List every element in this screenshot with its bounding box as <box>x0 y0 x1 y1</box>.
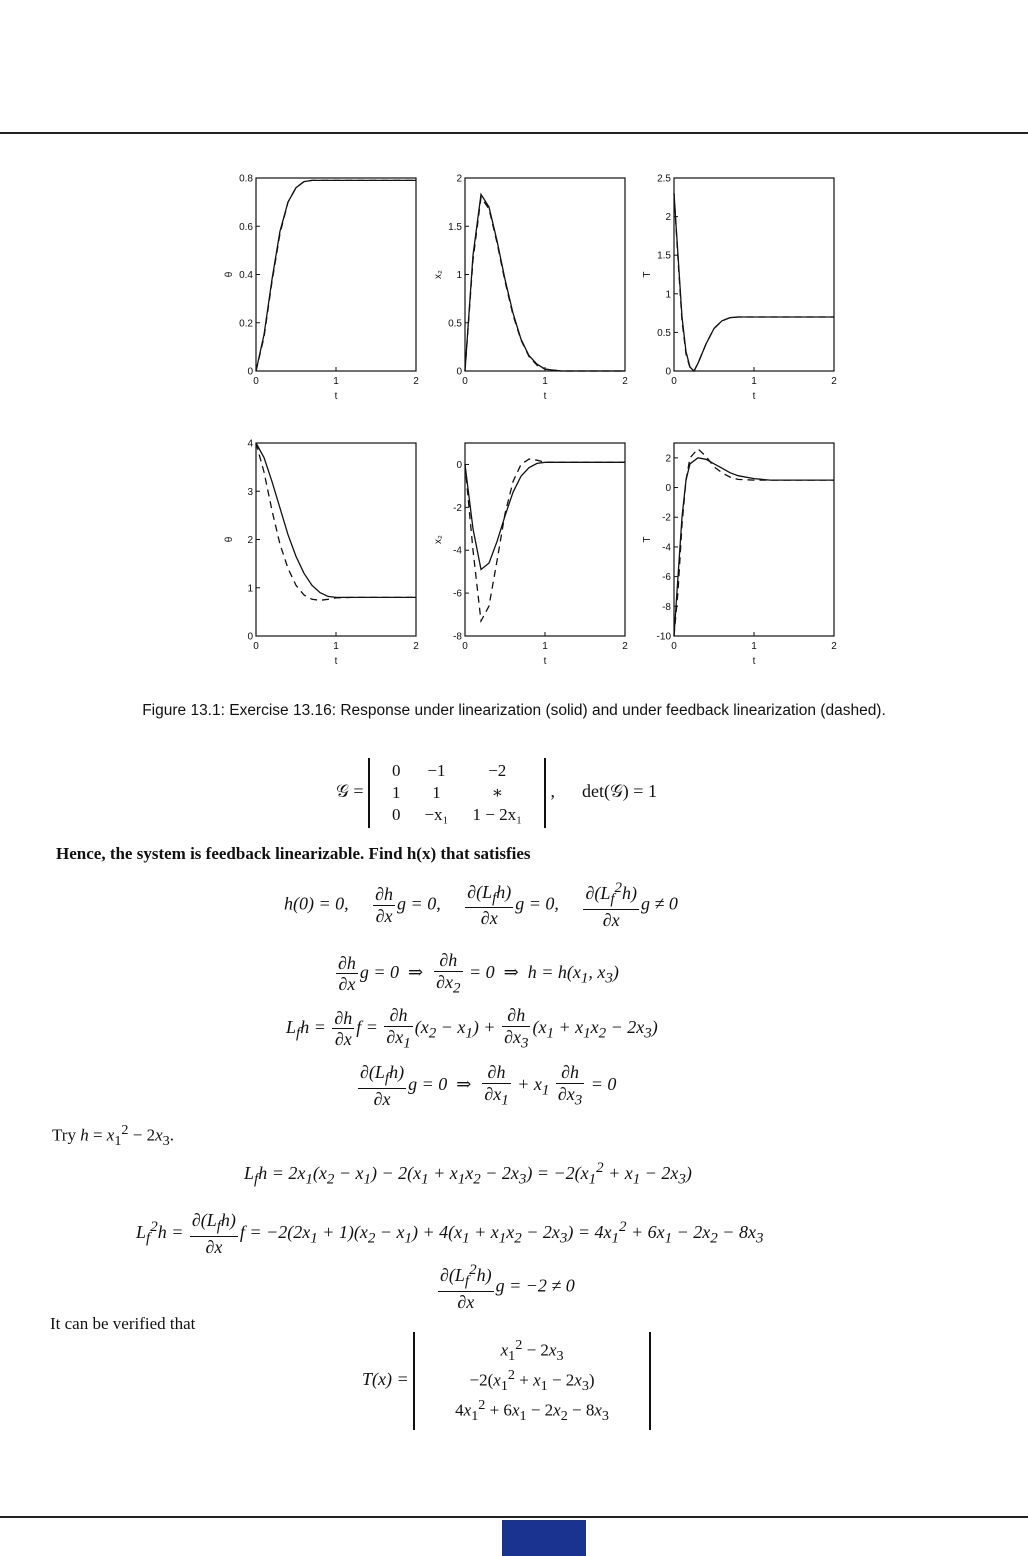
x-tick-label: 0 <box>671 641 677 652</box>
dashed-series-line <box>256 443 416 600</box>
equation-4: $L_fh = 2x_1(x_2 - x_1) - 2(x_1 + x_1x_2 - 2x_3) = -2(x_1^2 + x_1 - 2x_3)$ <box>244 1160 692 1188</box>
t-of-x-vector <box>413 1332 651 1430</box>
equation-1: $\frac{\partial h}{\partial x}$ g = 0 ⇒ $\frac{\partial h}{\partial x_2}$ = 0 ⇒ $h = h(x_1$, $x_3$) <box>338 950 619 997</box>
x-tick-label: 1 <box>751 641 757 652</box>
x-axis-label: t <box>334 656 338 667</box>
equation-6: $\frac{\partial(L_f^2h)}{\partial x}$ g = −2 ≠ 0 <box>440 1262 575 1312</box>
y-tick-label: -8 <box>453 631 462 643</box>
y-tick-label: 1.5 <box>448 221 462 233</box>
matrix-cell: −2 <box>488 761 507 780</box>
y-tick-label: -8 <box>662 601 671 613</box>
vector-cell: $4x_1^2 + 6x_1 - 2x_2 - 8x_3$ <box>455 1397 609 1425</box>
y-tick-label: 0.2 <box>239 318 253 330</box>
y-tick-label: 0.8 <box>239 173 253 185</box>
conditions-line: h(0) = 0, $\frac{\partial h}{\partial x}$ g = 0, $\frac{\partial(L_fh)}{\partial x}$ g = 0, $\frac{\partial(L_f^2h)}{\partial x}$ g ≠ 0 <box>284 880 678 930</box>
y-tick-label: 1 <box>665 289 671 301</box>
solid-series-line <box>256 180 416 371</box>
equation-5: $L_f^2h$ = $\frac{\partial(L_fh)}{\partial x}$ $f = -2(2x_1 + 1)(x_2 - x_1) + 4(x_1 + x_1x_2 - 2x_3) = 4x_1^2 + 6x_1 - 2x_2 - 8x_3$ <box>136 1210 764 1257</box>
matrix-cell: 0 <box>391 805 401 824</box>
paragraph-hence: Hence, the system is feedback linearizable. Find h(x) that satisfies <box>56 844 531 863</box>
paragraph-verified: It can be verified that <box>50 1314 196 1333</box>
solid-series-line <box>465 194 625 371</box>
x-tick-label: 1 <box>333 641 339 652</box>
solid-series-line <box>674 193 834 371</box>
figure-13-1 <box>0 150 1028 690</box>
vector-cell: $-2(x_1^2 + x_1 - 2x_3)$ <box>469 1367 595 1395</box>
y-tick-label: 4 <box>247 438 253 450</box>
x-tick-label: 2 <box>831 376 837 387</box>
y-axis-label: x₂ <box>433 535 444 544</box>
x-tick-label: 2 <box>413 376 419 387</box>
y-axis-label: θ <box>224 271 235 278</box>
page-number-box <box>502 1520 586 1556</box>
y-tick-label: -4 <box>662 542 671 554</box>
plot-frame <box>256 443 416 636</box>
dashed-series-line <box>674 449 834 636</box>
dashed-series-line <box>465 197 625 371</box>
y-tick-label: 2 <box>247 535 253 546</box>
matrix-cell: 1 − 2x₁ <box>472 805 522 824</box>
x-tick-label: 2 <box>413 641 419 652</box>
plot-frame <box>674 178 834 371</box>
y-tick-label: -2 <box>662 512 671 524</box>
y-tick-label: 1 <box>456 270 462 281</box>
matrix-cell: 1 <box>391 783 401 802</box>
plot-frame <box>256 178 416 371</box>
bottom-rule <box>0 1516 1028 1518</box>
matrix-g-lhs: 𝒢 = <box>336 781 364 802</box>
matrix-g-equation: 𝒢 = 0 −1 −2 1 1 ∗ 0 −x₁ 1 − 2x₁ , det(𝒢) = 1 <box>336 758 657 828</box>
y-tick-label: -6 <box>662 572 671 584</box>
matrix-cell: 0 <box>391 761 401 780</box>
x-axis-label: t <box>752 656 756 667</box>
y-tick-label: 3 <box>247 486 253 498</box>
matrix-cell: −x₁ <box>424 805 449 824</box>
y-tick-label: 0 <box>247 366 253 378</box>
h0-condition: h(0) = 0, <box>284 893 349 914</box>
matrix-cell: ∗ <box>491 783 504 802</box>
y-tick-label: 1.5 <box>657 250 671 262</box>
subplot-4 <box>224 439 419 668</box>
y-tick-label: 0 <box>456 366 462 378</box>
y-tick-label: 2 <box>456 173 462 185</box>
x-tick-label: 2 <box>831 641 837 652</box>
y-tick-label: -4 <box>453 545 462 557</box>
t-of-x-equation <box>362 1332 651 1430</box>
matrix-cell: −1 <box>427 761 446 780</box>
subplot-5 <box>433 443 628 667</box>
y-tick-label: 0.6 <box>239 221 253 233</box>
y-axis-label: T <box>642 536 653 543</box>
det-g: det(𝒢) = 1 <box>582 781 657 802</box>
y-tick-label: 0 <box>665 483 671 495</box>
y-tick-label: 0 <box>247 631 253 643</box>
x-tick-label: 1 <box>333 376 339 387</box>
y-axis-label: x₂ <box>433 270 444 279</box>
subplot-1 <box>224 174 419 403</box>
x-axis-label: t <box>543 391 547 402</box>
solid-series-line <box>465 462 625 569</box>
x-tick-label: 2 <box>622 376 628 387</box>
t-of-x-lhs: T(x) = <box>362 1369 409 1390</box>
y-tick-label: 2.5 <box>657 173 671 185</box>
x-tick-label: 1 <box>751 376 757 387</box>
x-tick-label: 0 <box>253 641 259 652</box>
y-tick-label: -6 <box>453 588 462 600</box>
x-tick-label: 0 <box>253 376 259 387</box>
plot-frame <box>674 443 834 636</box>
solid-series-line <box>256 443 416 597</box>
subplot-3 <box>642 174 837 403</box>
y-axis-label: θ <box>224 536 235 543</box>
y-tick-label: -10 <box>656 631 671 643</box>
top-rule <box>0 132 1028 134</box>
matrix-g <box>368 758 546 828</box>
y-tick-label: 0 <box>665 366 671 378</box>
y-tick-label: 0.4 <box>239 270 253 281</box>
y-tick-label: 1 <box>247 583 253 595</box>
equation-3: $\frac{\partial(L_fh)}{\partial x}$ g = 0 ⇒ $\frac{\partial h}{\partial x_1}$ + $x_1$ $\frac{\partial h}{\partial x_3}$ = 0 <box>360 1062 617 1109</box>
y-tick-label: 0.5 <box>448 318 462 330</box>
y-axis-label: T <box>642 271 653 278</box>
dashed-series-line <box>256 180 416 371</box>
dashed-series-line <box>465 459 625 621</box>
x-tick-label: 0 <box>462 641 468 652</box>
solid-series-line <box>674 458 834 636</box>
x-tick-label: 1 <box>542 376 548 387</box>
y-tick-label: -2 <box>453 502 462 514</box>
y-tick-label: 0.5 <box>657 327 671 339</box>
equation-2: $L_fh$ = $\frac{\partial h}{\partial x}$ f = $\frac{\partial h}{\partial x_1}$ $(x_2 - x_1)$ + $\frac{\partial h}{\partial x_3}$ $(x_1 + x_1x_2 - 2x_3)$ <box>286 1005 658 1052</box>
subplot-6 <box>642 443 837 667</box>
paragraph-try: Try $h = x_1^2 - 2x_3$. <box>52 1122 174 1150</box>
figure-caption: Figure 13.1: Exercise 13.16: Response under linearization (solid) and under feedback linearization (dashed). <box>142 702 886 719</box>
vector-cell: $x_1^2 - 2x_3$ <box>500 1337 564 1365</box>
x-tick-label: 0 <box>671 376 677 387</box>
x-axis-label: t <box>543 656 547 667</box>
y-tick-label: 2 <box>665 212 671 224</box>
x-tick-label: 0 <box>462 376 468 387</box>
dashed-series-line <box>674 193 834 371</box>
x-axis-label: t <box>752 391 756 402</box>
x-tick-label: 1 <box>542 641 548 652</box>
subplot-2 <box>433 174 628 403</box>
x-axis-label: t <box>334 391 338 402</box>
x-tick-label: 2 <box>622 641 628 652</box>
y-tick-label: 0 <box>456 459 462 471</box>
matrix-cell: 1 <box>432 783 441 802</box>
y-tick-label: 2 <box>665 453 671 465</box>
